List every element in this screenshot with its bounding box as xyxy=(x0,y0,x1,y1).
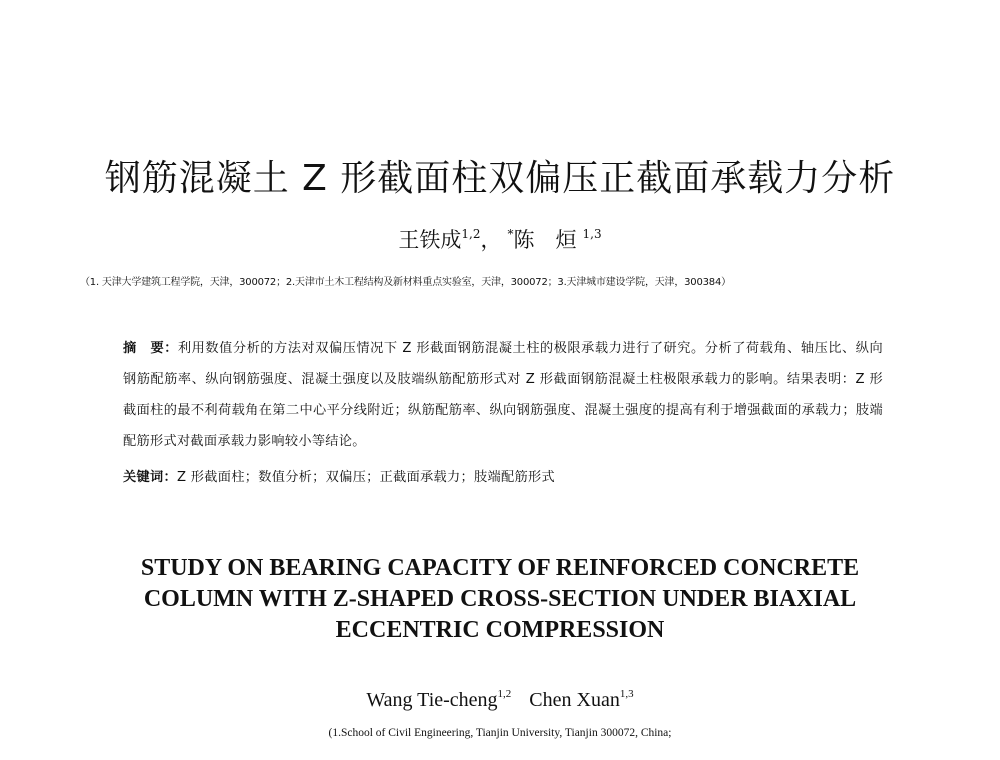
author-1-name: 王铁成 xyxy=(398,228,462,252)
chinese-affiliation: （1. 天津大学建筑工程学院，天津，300072；2.天津市土木工程结构及新材料重点实验室，天津，300072；3.天津城市建设学院，天津，300384） xyxy=(80,277,731,288)
en-author-1-affil-sup: 1,2 xyxy=(497,688,512,700)
english-title xyxy=(100,553,900,646)
english-authors xyxy=(0,688,1000,712)
author-separator: ， xyxy=(480,228,502,252)
en-author-2-name: Chen Xuan xyxy=(529,689,620,711)
english-title-line-3: ECCENTRIC COMPRESSION xyxy=(335,617,665,643)
chinese-title: 钢筋混凝土 Z 形截面柱双偏压正截面承载力分析 xyxy=(104,158,896,199)
author-1-affil-sup: 1,2 xyxy=(461,227,481,241)
chinese-authors xyxy=(0,224,1000,254)
english-title-line-1: STUDY ON BEARING CAPACITY OF REINFORCED CONCRETE xyxy=(140,555,860,581)
keywords-label: 关键词： xyxy=(123,470,177,485)
chinese-keywords xyxy=(123,466,883,485)
corresponding-author-mark: * xyxy=(507,227,514,241)
abstract-label: 摘 要： xyxy=(123,341,178,356)
keywords-text: Z 形截面柱；数值分析；双偏压；正截面承载力；肢端配筋形式 xyxy=(176,470,555,485)
english-affiliation: (1.School of Civil Engineering, Tianjin University, Tianjin 300072, China; xyxy=(328,727,672,739)
en-author-2-affil-sup: 1,3 xyxy=(619,688,634,700)
chinese-abstract xyxy=(123,333,883,457)
english-title-line-2: COLUMN WITH Z-SHAPED CROSS-SECTION UNDER BIAXIAL xyxy=(143,586,857,612)
en-author-1-name: Wang Tie-cheng xyxy=(366,689,498,711)
abstract-text: 利用数值分析的方法对双偏压情况下 Z 形截面钢筋混凝土柱的极限承载力进行了研究。分析了荷载角、轴压比、纵向钢筋配筋率、纵向钢筋强度、混凝土强度以及肢端纵筋配筋形式对 Z 形截面钢筋混凝土柱极限承载力的影响。结果表明：Z 形截面柱的最不利荷载角在第二中心平分线附近；纵筋配筋率、纵向钢筋强度、混凝土强度的提高有利于增强截面的承载力；肢端配筋形式对截面承载力影响较小等结论。 xyxy=(123,341,883,449)
author-2-name: 陈 烜 xyxy=(513,228,577,252)
author-2-affil-sup: 1,3 xyxy=(582,227,602,241)
